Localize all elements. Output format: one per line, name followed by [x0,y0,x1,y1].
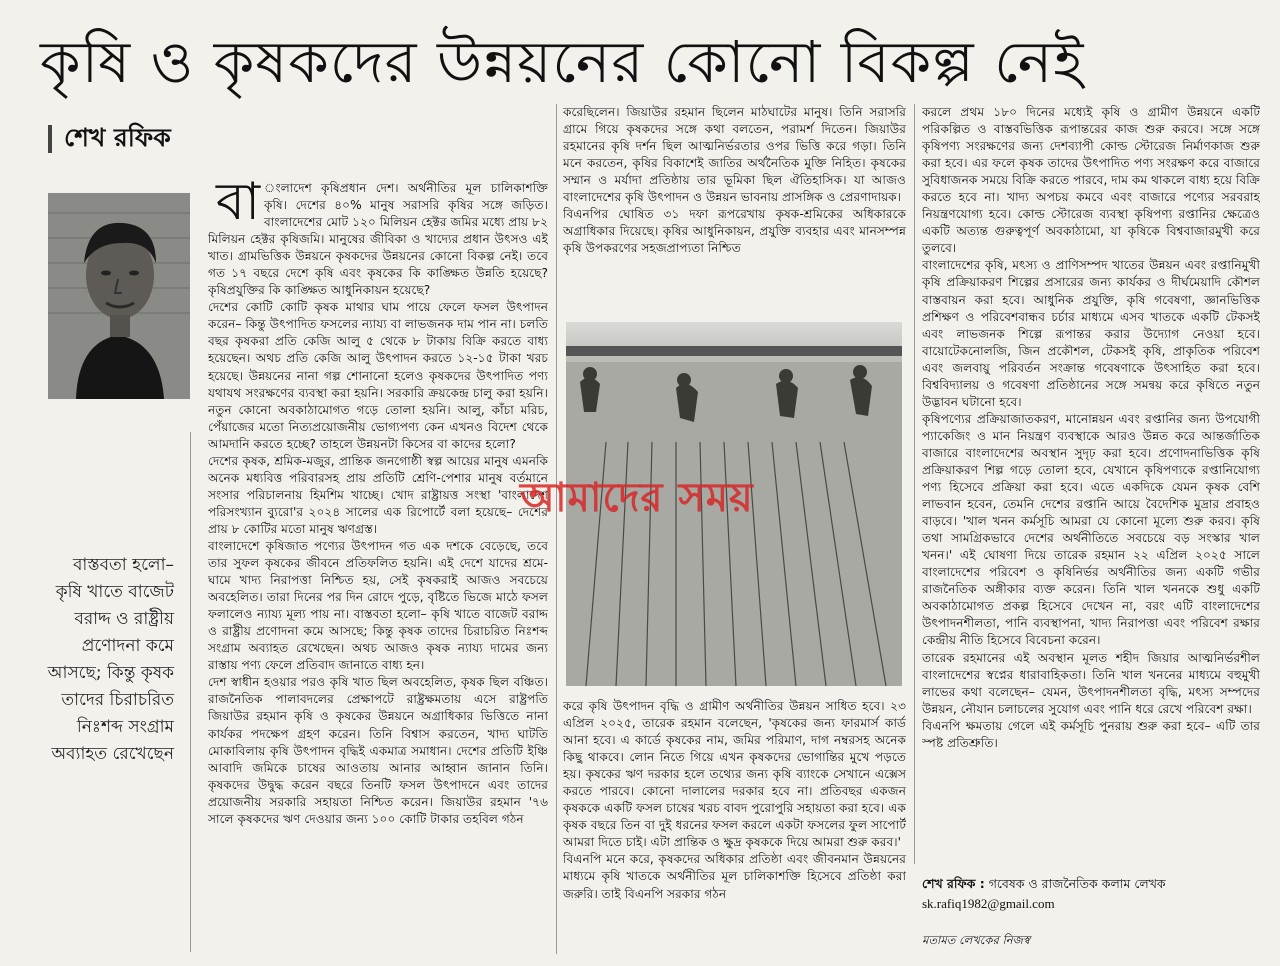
paragraph: করেছিলেন। জিয়াউর রহমান ছিলেন মাঠঘাটের মানুষ। তিনি সরাসরি গ্রামে গিয়ে কৃষকদের সঙ্গে কথা বলতেন, পরামর্শ দিতেন। জিয়াউর রহমানের কৃষি দর্শন ছিল আত্মনির্ভরতার ওপর ভিত্তি করে গড়া। তিনি মনে করতেন, কৃষির বিকাশেই জাতির অর্থনৈতিক মুক্তি নিহিত। কৃষকের সম্মান ও মর্যাদা প্রতিষ্ঠায় তার ভূমিকা ছিল ঐতিহাসিক। যা আজও বাংলাদেশের কৃষি উৎপাদন ও উন্নয়ন ভাবনায় প্রাসঙ্গিক ও প্রেরণাদায়ক। [563,105,906,205]
author-photo [48,193,190,399]
column-2-bottom [563,698,906,952]
drop-cap: বা [216,180,261,232]
paragraph: বিএনপি মনে করে, কৃষকদের অধিকার প্রতিষ্ঠা এবং জীবনমান উন্নয়নের মাধ্যমে কৃষি খাতকে অর্থনীতির মূল চালিকাশক্তি হিসেবে প্রতিষ্ঠা করা জরুরি। তাই বিএনপি সরকার গঠন [563,852,906,901]
paragraph: ংলাদেশ কৃষিপ্রধান দেশ। অর্থনীতির মূল চালিকাশক্তি কৃষি। দেশের ৪০% মানুষ সরাসরি কৃষির সঙ্গে জড়িত। বাংলাদেশের মোট ১২০ মিলিয়ন হেক্টর জমির মধ্যে প্রায় ৮২ মিলিয়ন হেক্টর কৃষিজমি। মানুষের জীবিকা ও খাদ্যের প্রধান উৎসও এই খাত। গ্রামভিত্তিক উন্নয়নে কৃষকদের উন্নয়নের কোনো বিকল্প নেই। তবে গত ১৭ বছরে দেশে কৃষি এবং কৃষকের কি কাঙ্ক্ষিত উন্নতি হয়েছে? কৃষিপ্রযুক্তির কি কাঙ্ক্ষিত আধুনিকায়ন হয়েছে? [208,181,548,298]
author-signature [922,876,1166,896]
paragraph: বাংলাদেশে কৃষিজাত পণ্যের উৎপাদন গত এক দশকে বেড়েছে, তবে তার সুফল কৃষকের জীবনে প্রতিফলিত হয়নি। এই দেশে যাদের শ্রমে-ঘামে খাদ্য নিরাপত্তা নিশ্চিত হয়, সেই কৃষকরাই আজও সবচেয়ে অবহেলিত। তারা দিনের পর দিন রোদে পুড়ে, বৃষ্টিতে ভিজে মাঠে ফসল ফলালেও ন্যায্য মূল্য পায় না। বাস্তবতা হলো– কৃষি খাতে বাজেট বরাদ্দ ও রাষ্ট্রীয় প্রণোদনা কমে আসছে; কিন্তু কৃষক তাদের চিরাচরিত নিঃশব্দ সংগ্রাম অব্যাহত রেখেছেন। অথচ আজও কৃষক ন্যায্য দামের জন্য রাস্তায় পণ্য ফেলে প্রতিবাদ জানাতে বাধ্য হন। [208,538,548,673]
author-sig-role: গবেষক ও রাজনৈতিক কলাম লেখক [988,876,1166,891]
author-sig-name: শেখ রফিক : [922,876,985,891]
paragraph: করে কৃষি উৎপাদন বৃদ্ধি ও গ্রামীণ অর্থনীতির উন্নয়ন সাধিত হবে। ২৩ এপ্রিল ২০২৫, তারেক রহমান বলেছেন, 'কৃষকের জন্য ফারমার্স কার্ড আনা হবে। এ কার্ডে কৃষকের নাম, জমির পরিমাণ, দাগ নম্বরসহ অনেক কিছু থাকবে। লোন নিতে গিয়ে এখন কৃষকদের ভোগান্তির মুখে পড়তে হয়। কৃষকের ঋণ দরকার হলে তথ্যের জন্য কৃষি ব্যাংকে সেখানে এক্সেস করতে পারবে। কোনো দালালের দরকার হবে না। প্রতিবছর একজন কৃষককে একটি ফসল চাষের খরচ বাবদ পুরোপুরি সহায়তা করা হবে। এক কৃষক বছরে তিন বা দুই ধরনের ফসল করলে একটা ফসলের ফুল সাপোর্ট আমরা দিতে চাই। এটা প্রান্তিক ও ক্ষুদ্র কৃষককে দিয়ে আমরা শুরু করব।' [563,699,906,850]
column-1 [208,180,548,956]
paragraph: বিএনপি ক্ষমতায় গেলে এই কর্মসূচি পুনরায় শুরু করা হবে– এটি তার স্পষ্ট প্রতিশ্রুতি। [922,718,1260,750]
paragraph: বাংলাদেশের কৃষি, মৎস্য ও প্রাণিসম্পদ খাতের উন্নয়ন এবং রপ্তানিমুখী কৃষি প্রক্রিয়াকরণ শিল্পের প্রসারের জন্য কার্যকর ও দীর্ঘমেয়াদি কৌশল বাস্তবায়ন করা হবে। আধুনিক প্রযুক্তি, কৃষি গবেষণা, জ্ঞানভিত্তিক প্রশিক্ষণ ও পরিবেশবান্ধব চর্চার মাধ্যমে এসব খাতকে একটি টেকসই এবং লাভজনক শিল্পে রূপান্তর করার উদ্যোগ নেওয়া হবে। বায়োটেকনোলজি, জিন প্রকৌশল, টেকসই কৃষি, প্রাকৃতিক পরিবেশ এবং জলবায়ু পরিবর্তন সংক্রান্ত গবেষণাকে উৎসাহিত করা হবে। বিশ্ববিদ্যালয় ও গবেষণা প্রতিষ্ঠানের সঙ্গে সমন্বয় করে কৃষিতে নতুন উদ্ভাবন ঘটানো হবে। [922,258,1260,409]
pull-quote-rule [190,432,191,952]
paragraph: তারেক রহমানের এই অবস্থান মূলত শহীদ জিয়ার আত্মনির্ভরশীল বাংলাদেশের স্বপ্নের ধারাবাহিকতা। তিনি খাল খননের মাধ্যমে বহুমুখী লাভের কথা বলেছেন– যেমন, উৎপাদনশীলতা বৃদ্ধি, মৎস্য সম্পদের উন্নয়ন, নৌযান চলাচলের সুযোগ এবং পানি ধরে রেখে পরিবেশ রক্ষা। [922,650,1260,716]
column-2-top [563,104,906,318]
paragraph: কৃষিপণ্যের প্রক্রিয়াজাতকরণ, মানোন্নয়ন এবং রপ্তানির জন্য উপযোগী প্যাকেজিং ও মান নিয়ন্ত্রণ ব্যবস্থাকে আরও উন্নত করে আন্তর্জাতিক বাজারে বাংলাদেশের অবস্থান সুদৃঢ় করা হবে। প্রণোদনাভিত্তিক কৃষি প্রক্রিয়াকরণ শিল্প গড়ে তোলা হবে, যেখানে কৃষিপণ্যকে রপ্তানিযোগ্য পণ্য হিসেবে প্রক্রিয়া করা হবে। এতে একদিকে যেমন কৃষক বেশি লাভবান হবেন, তেমনি দেশের রপ্তানি আয়ে বৈদেশিক মুদ্রার প্রবাহও বাড়বে। 'খাল খনন কর্মসূচি আমরা যে কোনো মূল্যে শুরু করব। কৃষি তথা সামগ্রিকভাবে দেশের অর্থনীতিতে সবচেয়ে বড় সংস্কার খাল খনন।' এই ঘোষণা দিয়ে তারেক রহমান ২২ এপ্রিল ২০২৫ সালে বাংলাদেশের পরিবেশ ও কৃষিনির্ভর অর্থনীতির জন্য একটি গভীর রাজনৈতিক অঙ্গীকার ব্যক্ত করেন। তিনি খাল খননকে শুধু একটি অবকাঠামোগত প্রকল্প হিসেবে দেখেন না, বরং এটি বাংলাদেশের উৎপাদনশীলতা, পানি ব্যবস্থাপনা, খাদ্য নিরাপত্তা এবং পরিবেশ রক্ষার কেন্দ্রীয় নীতি হিসেবে বিবেচনা করেন। [922,411,1260,648]
paragraph: দেশের কৃষক, শ্রমিক-মজুর, প্রান্তিক জনগোষ্ঠী স্বল্প আয়ের মানুষ এমনকি অনেক মধ্যবিত্ত পরিবারসহ প্রায় প্রতিটি শ্রেণি-পেশার মানুষ বর্তমানে সংসার পরিচালনায় হিমশিম খাচ্ছে। খোদ রাষ্ট্রায়ত্ত সংস্থা 'বাংলাদেশ পরিসংখ্যান ব্যুরো'র ২০২৪ সালের এক রিপোর্টে বলা হয়েছে– দেশের প্রায় ৮ কোটির মতো মানুষ ঋণগ্রস্ত। [208,453,548,536]
byline-name: শেখ রফিক [64,122,171,152]
paragraph: করলে প্রথম ১৮০ দিনের মধ্যেই কৃষি ও গ্রামীণ উন্নয়নে একটি পরিকল্পিত ও বাস্তবভিত্তিক রূপান্তরের কাজ শুরু করবে। সঙ্গে সঙ্গে কৃষিপণ্য সংরক্ষণের জন্য দেশব্যাপী কোল্ড স্টোরেজ নির্মাণকাজ শুরু করা হবে। এর ফলে কৃষক তাদের উৎপাদিত পণ্য সংরক্ষণ করে বাজারে সুবিধাজনক সময়ে বিক্রি করতে পারবে, দাম কম থাকলে বাধ্য হয়ে বিক্রি করতে হবে না। খাদ্য অপচয় কমবে এবং বাজারে পণ্যের সরবরাহ নিয়ন্ত্রণযোগ্য হবে। কোল্ড স্টোরেজ ব্যবস্থা কৃষিপণ্য রপ্তানির ক্ষেত্রেও একটি অত্যন্ত গুরুত্বপূর্ণ অবকাঠামো, যা কৃষিকে বিশ্ববাজারমুখী করে তুলবে। [922,105,1260,256]
author-email: sk.rafiq1982@gmail.com [922,896,1055,911]
watermark: আমাদের সময় [520,475,754,521]
paragraph: বিএনপির ঘোষিত ৩১ দফা রূপরেখায় কৃষক-শ্রমিকের অধিকারকে অগ্রাধিকার দিয়েছে। কৃষির আধুনিকায়ন, প্রযুক্তি ব্যবহার এবং মানসম্পন্ন কৃষি উপকরণের সহজপ্রাপ্যতা নিশ্চিত [563,207,906,256]
pull-quote: বাস্তবতা হলো– কৃষি খাতে বাজেট বরাদ্দ ও রাষ্ট্রীয় প্রণোদনা কমে আসছে; কিন্তু কৃষক তাদের চিরাচরিত নিঃশব্দ সংগ্রাম অব্যাহত রেখেছেন [47,555,174,764]
byline-bar [48,125,52,153]
paragraph: দেশ স্বাধীন হওয়ার পরও কৃষি খাত ছিল অবহেলিত, কৃষক ছিল বঞ্চিত। রাজনৈতিক পালাবদলের প্রেক্ষাপটে রাষ্ট্রক্ষমতায় এসে রাষ্ট্রপতি জিয়াউর রহমান কৃষি ও কৃষকের উন্নয়নে অগ্রাধিকার ভিত্তিতে নানা কার্যকর পদক্ষেপ গ্রহণ করেন। তিনি বিশ্বাস করতেন, খাদ্য ঘাটতি মোকাবিলায় কৃষি উৎপাদন বৃদ্ধিই একমাত্র সমাধান। দেশের প্রতিটি ইঞ্চি আবাদি জমিকে চাষের আওতায় আনার আহ্বান জানান তিনি। কৃষকদের উদ্বুদ্ধ করেন বছরে তিনটি ফসল উৎপাদনে এবং তাদের প্রয়োজনীয় সরকারি সহায়তা নিশ্চিত করেন। জিয়াউর রহমান '৭৬ সালে কৃষকদের ঋণ দেওয়ার জন্য ১০০ কোটি টাকার তহবিল গঠন [208,675,548,826]
opinion-note: মতামত লেখকের নিজস্ব [922,933,1030,947]
author-photo-graphic [48,193,190,399]
byline [48,122,171,156]
paragraph: দেশের কোটি কোটি কৃষক মাথার ঘাম পায়ে ফেলে ফসল উৎপাদন করেন– কিন্তু উৎপাদিত ফসলের ন্যায্য বা লাভজনক দাম পান না। চলতি বছর কৃষকরা প্রতি কেজি আলু ৫ থেকে ৮ টাকায় বিক্রি করতে বাধ্য হয়েছেন। অথচ প্রতি কেজি আলু উৎপাদন করতে ১২-১৫ টাকা খরচ হয়েছে। উন্নয়নের নানা গল্প শোনানো হলেও কৃষকদের উৎপাদিত পণ্য যথাযথ সংরক্ষণের ব্যবস্থা করা হয়নি। সরকারি ক্রয়কেন্দ্র চালু করা হয়নি। নতুন কোনো অবকাঠামোগত গড়ে তোলা হয়নি। আলু, কাঁচা মরিচ, পেঁয়াজের মতো নিত্যপ্রয়োজনীয় ভোগ্যপণ্য কেন এখনও বিদেশ থেকে আমদানি করতে হচ্ছে? তাহলে উন্নয়নটা কিসের বা কাদের হলো? [208,300,548,451]
column-divider [914,104,915,864]
column-3 [922,104,1260,862]
headline: কৃষি ও কৃষকদের উন্নয়নের কোনো বিকল্প নেই [40,28,1085,96]
